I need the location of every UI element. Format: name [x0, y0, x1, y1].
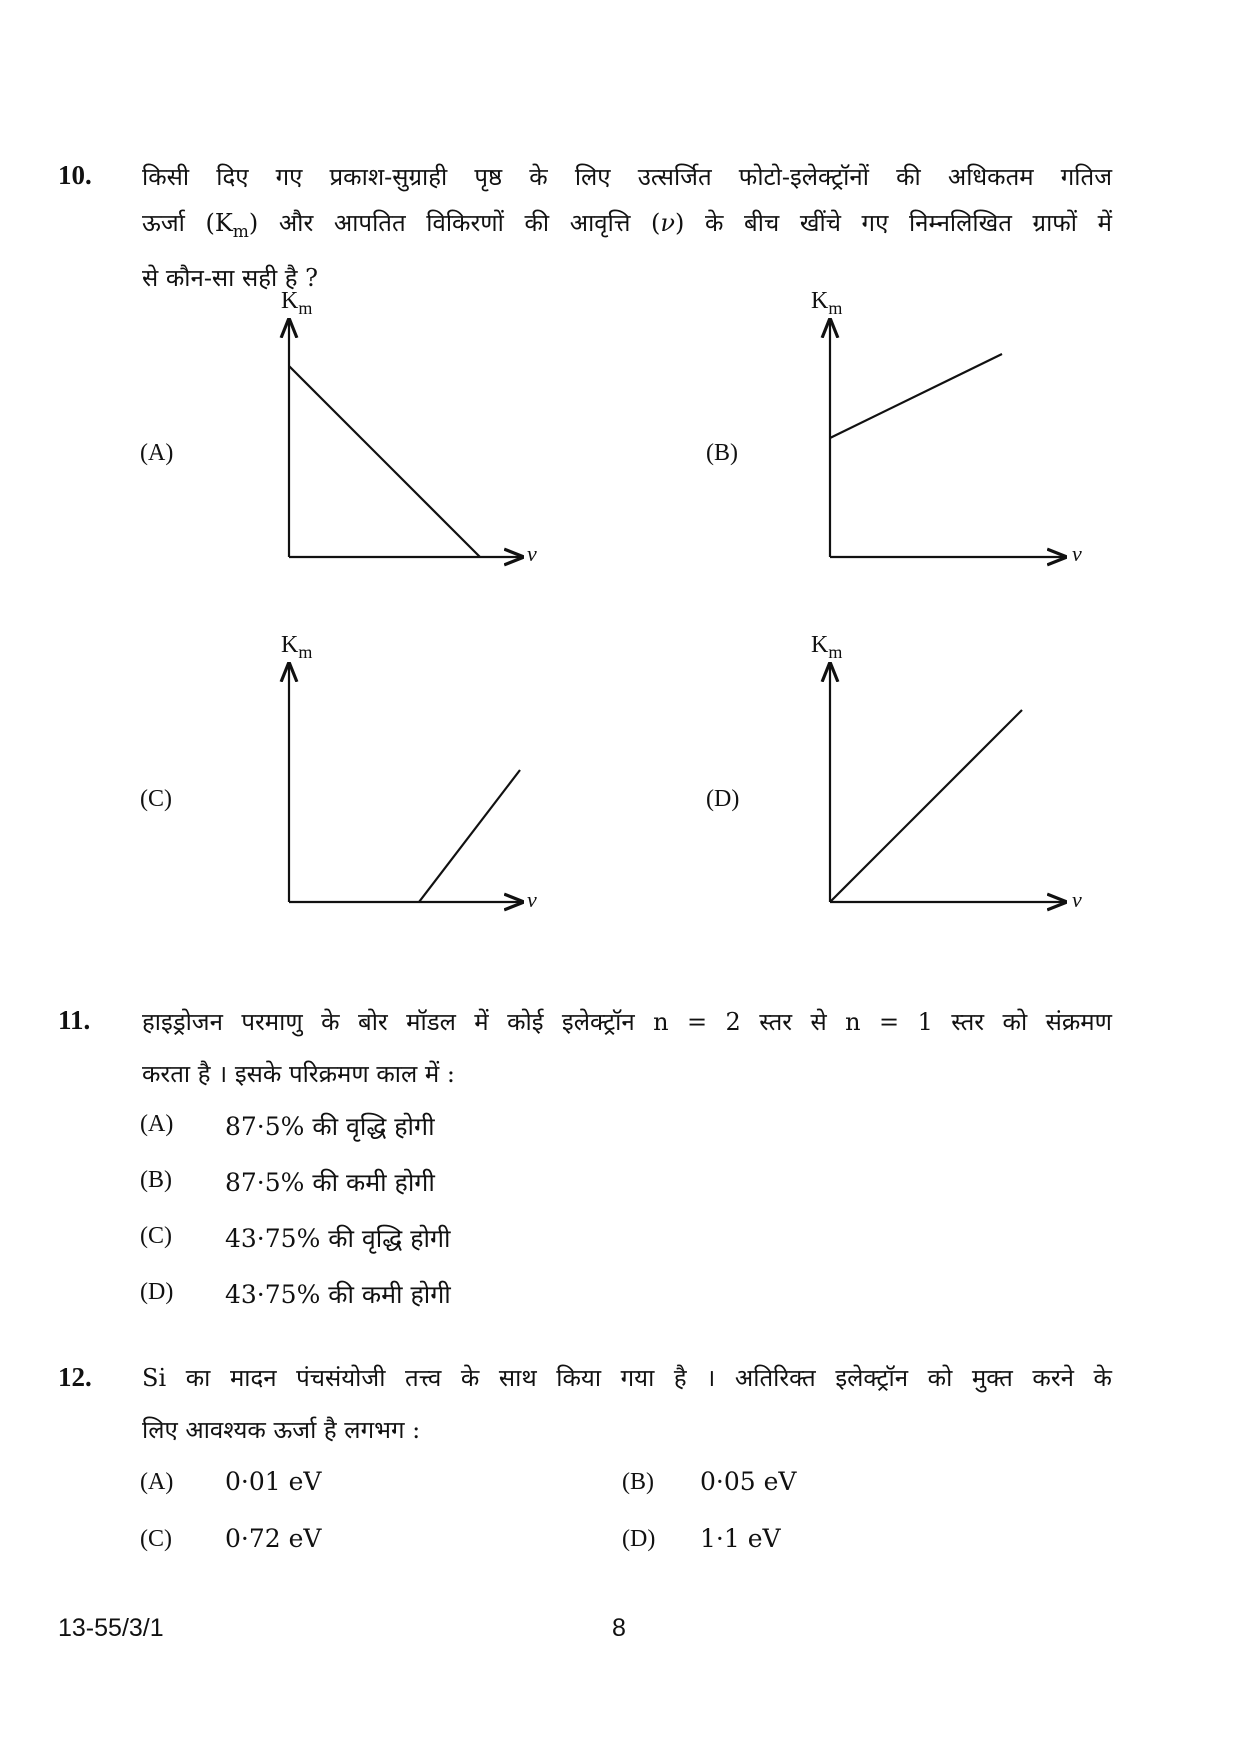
q12-option-a-text: 0·01 eV	[225, 1467, 322, 1496]
graph-b-label: (B)	[706, 440, 738, 466]
graph-a	[289, 320, 522, 557]
q11-option-c-label[interactable]: (C)	[140, 1223, 172, 1249]
graph-d-y-axis-label: $K_m$	[811, 632, 843, 662]
q11-option-d-label[interactable]: (D)	[140, 1279, 174, 1305]
q12-option-c-label[interactable]: (C)	[140, 1526, 172, 1552]
question-10-line-3: से कौन-सा सही है ?	[142, 263, 319, 292]
q12-option-b-text: 0·05 eV	[700, 1467, 797, 1496]
question-12-text	[142, 1352, 1112, 1456]
graph-b-y-axis-label: $K_m$	[811, 288, 843, 318]
question-10-line-2: ऊर्जा $(K_m)$ और आपतित विकिरणों की आवृत्ति (ν) के बीच खींचे गए निम्नलिखित ग्राफों में	[142, 209, 1113, 242]
graph-c-x-axis-label: ν	[527, 887, 537, 912]
question-12-number: 12.	[58, 1362, 92, 1392]
graph-b	[830, 320, 1065, 557]
q11-option-a-label[interactable]: (A)	[140, 1111, 174, 1137]
q12-option-d-text: 1·1 eV	[700, 1524, 781, 1553]
graph-a-line	[289, 366, 480, 557]
graph-a-label: (A)	[140, 440, 174, 466]
q11-option-d-text: 43·75% की कमी होगी	[225, 1280, 451, 1309]
question-11-line-2: करता है । इसके परिक्रमण काल में :	[142, 1060, 455, 1088]
graph-c-line	[419, 770, 520, 902]
graph-a-x-axis-label: ν	[527, 541, 537, 566]
page-number: 8	[612, 1614, 626, 1642]
question-11-text	[142, 996, 1112, 1100]
q12-option-b-label[interactable]: (B)	[622, 1469, 654, 1495]
graph-c	[289, 664, 522, 902]
graph-d	[830, 664, 1065, 902]
graph-b-line	[830, 354, 1002, 438]
question-11-number: 11.	[58, 1005, 91, 1035]
question-11-line-1: हाइड्रोजन परमाणु के बोर मॉडल में कोई इलेक्ट्रॉन n = 2 स्तर से n = 1 स्तर को संक्रमण	[142, 1008, 1112, 1036]
graph-c-label: (C)	[140, 786, 172, 812]
graph-c-y-axis-label: $K_m$	[281, 632, 313, 662]
question-10-number: 10.	[58, 160, 92, 190]
question-12-line-1: Si का मादन पंचसंयोजी तत्त्व के साथ किया गया है । अतिरिक्त इलेक्ट्रॉन को मुक्त करने के	[142, 1364, 1112, 1392]
graph-d-line	[830, 710, 1022, 902]
graph-d-label: (D)	[706, 786, 740, 812]
q11-option-a-text: 87·5% की वृद्धि होगी	[225, 1112, 435, 1141]
question-10-line-1: किसी दिए गए प्रकाश-सुग्राही पृष्ठ के लिए उत्सर्जित फोटो-इलेक्ट्रॉनों की अधिकतम गतिज	[142, 163, 1112, 191]
graph-b-x-axis-label: ν	[1072, 541, 1082, 566]
q12-option-c-text: 0·72 eV	[225, 1524, 322, 1553]
paper-code: 13-55/3/1	[58, 1614, 164, 1642]
question-12-line-2: लिए आवश्यक ऊर्जा है लगभग :	[142, 1416, 421, 1444]
q12-option-d-label[interactable]: (D)	[622, 1526, 656, 1552]
q11-option-b-text: 87·5% की कमी होगी	[225, 1168, 435, 1197]
q11-option-c-text: 43·75% की वृद्धि होगी	[225, 1224, 451, 1253]
q12-option-a-label[interactable]: (A)	[140, 1469, 174, 1495]
graph-d-x-axis-label: ν	[1072, 887, 1082, 912]
graph-a-y-axis-label: $K_m$	[281, 288, 313, 318]
q11-option-b-label[interactable]: (B)	[140, 1167, 172, 1193]
